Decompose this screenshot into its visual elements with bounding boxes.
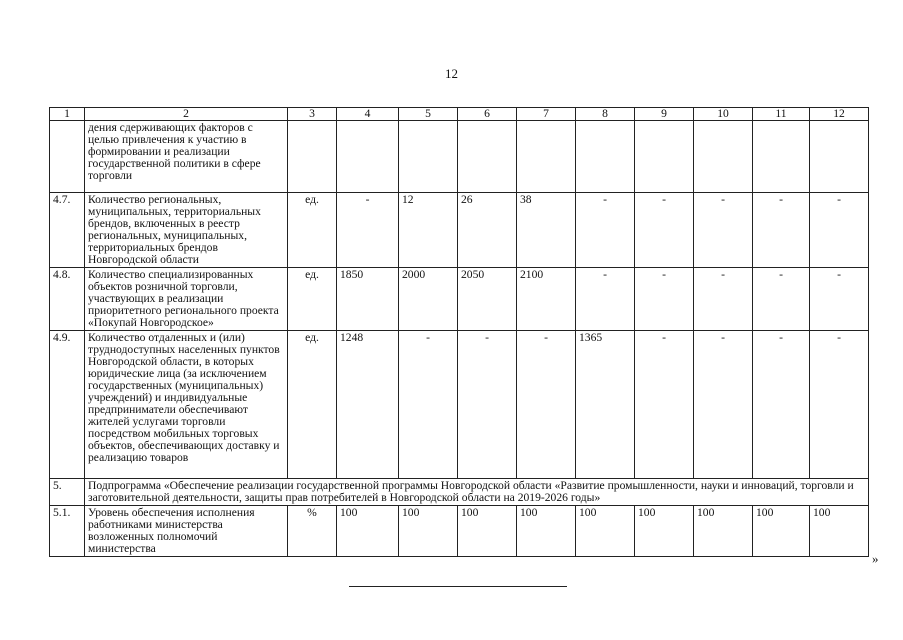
value-cell: 100 [635, 506, 694, 557]
value-cell: - [810, 331, 869, 479]
value-cell: - [517, 331, 576, 479]
indicator-name: Количество региональных, муниципальных, территориальных брендов, включенных в реестр региональных, муниципальных, территориальных брендов Новгородской области [85, 193, 288, 268]
value-cell: 1850 [337, 268, 399, 331]
header-cell: 7 [517, 108, 576, 121]
row-number: 4.8. [50, 268, 85, 331]
indicator-name: Количество отдаленных и (или) труднодоступных населенных пунктов Новгородской области, в которых юридические лица (за исключением государственных (муниципальных) учреждений) и индивидуальные предприниматели обеспечивают жителей услугами торговли посредством мобильных торговых объектов, обеспечивающих доставку и реализацию товаров [85, 331, 288, 479]
header-cell: 1 [50, 108, 85, 121]
value-cell: - [635, 193, 694, 268]
unit-cell [288, 121, 337, 193]
indicator-name: дения сдерживающих факторов с целью привлечения к участию в формировании и реализации государственной политики в сфере торговли [85, 121, 288, 193]
value-cell: 1365 [576, 331, 635, 479]
value-cell [337, 121, 399, 193]
value-cell: - [458, 331, 517, 479]
header-cell: 2 [85, 108, 288, 121]
table-row [50, 121, 869, 193]
header-cell: 12 [810, 108, 869, 121]
value-cell: 2100 [517, 268, 576, 331]
value-cell [694, 121, 753, 193]
value-cell: - [753, 268, 810, 331]
value-cell: 38 [517, 193, 576, 268]
closing-quote-mark: » [872, 551, 879, 566]
header-row [50, 108, 869, 121]
unit-cell: ед. [288, 331, 337, 479]
value-cell: - [694, 193, 753, 268]
value-cell: - [635, 268, 694, 331]
value-cell: 100 [458, 506, 517, 557]
value-cell: - [694, 331, 753, 479]
header-cell: 9 [635, 108, 694, 121]
value-cell: 100 [337, 506, 399, 557]
indicator-name: Уровень обеспечения исполнения работниками министерства возложенных полномочий министерства [85, 506, 288, 557]
value-cell: - [753, 331, 810, 479]
value-cell: 26 [458, 193, 517, 268]
value-cell: 100 [517, 506, 576, 557]
value-cell: 12 [399, 193, 458, 268]
value-cell [810, 121, 869, 193]
value-cell: 2000 [399, 268, 458, 331]
value-cell: 100 [810, 506, 869, 557]
header-cell: 4 [337, 108, 399, 121]
header-cell: 11 [753, 108, 810, 121]
value-cell: - [810, 193, 869, 268]
value-cell: 100 [753, 506, 810, 557]
header-cell: 6 [458, 108, 517, 121]
unit-cell: ед. [288, 268, 337, 331]
table-row [50, 506, 869, 557]
value-cell [458, 121, 517, 193]
value-cell: - [635, 331, 694, 479]
value-cell: - [753, 193, 810, 268]
table-row [50, 268, 869, 331]
value-cell: - [399, 331, 458, 479]
indicators-table [49, 107, 869, 557]
table-row [50, 193, 869, 268]
value-cell [753, 121, 810, 193]
value-cell: 1248 [337, 331, 399, 479]
header-cell: 3 [288, 108, 337, 121]
value-cell: 2050 [458, 268, 517, 331]
table-row [50, 331, 869, 479]
value-cell [635, 121, 694, 193]
value-cell: 100 [399, 506, 458, 557]
unit-cell: % [288, 506, 337, 557]
header-cell: 10 [694, 108, 753, 121]
value-cell: - [694, 268, 753, 331]
unit-cell: ед. [288, 193, 337, 268]
subprogram-row [50, 479, 869, 506]
indicator-name: Количество специализированных объектов розничной торговли, участвующих в реализации приоритетного регионального проекта «Покупай Новгородское» [85, 268, 288, 331]
value-cell: - [576, 268, 635, 331]
row-number: 5.1. [50, 506, 85, 557]
header-cell: 8 [576, 108, 635, 121]
footer-divider [349, 586, 567, 587]
value-cell: - [810, 268, 869, 331]
row-number: 5. [50, 479, 85, 506]
row-number: 4.9. [50, 331, 85, 479]
row-number: 4.7. [50, 193, 85, 268]
value-cell: - [576, 193, 635, 268]
value-cell [576, 121, 635, 193]
value-cell: 100 [694, 506, 753, 557]
value-cell [517, 121, 576, 193]
header-cell: 5 [399, 108, 458, 121]
page-number: 12 [445, 66, 458, 81]
row-number [50, 121, 85, 193]
value-cell [399, 121, 458, 193]
subprogram-title: Подпрограмма «Обеспечение реализации государственной программы Новгородской области «Развитие промышленности, науки и инноваций, торговли и заготовительной деятельности, защиты прав потребителей в Новгородской области на 2019-2026 годы» [85, 479, 869, 506]
value-cell: - [337, 193, 399, 268]
value-cell: 100 [576, 506, 635, 557]
